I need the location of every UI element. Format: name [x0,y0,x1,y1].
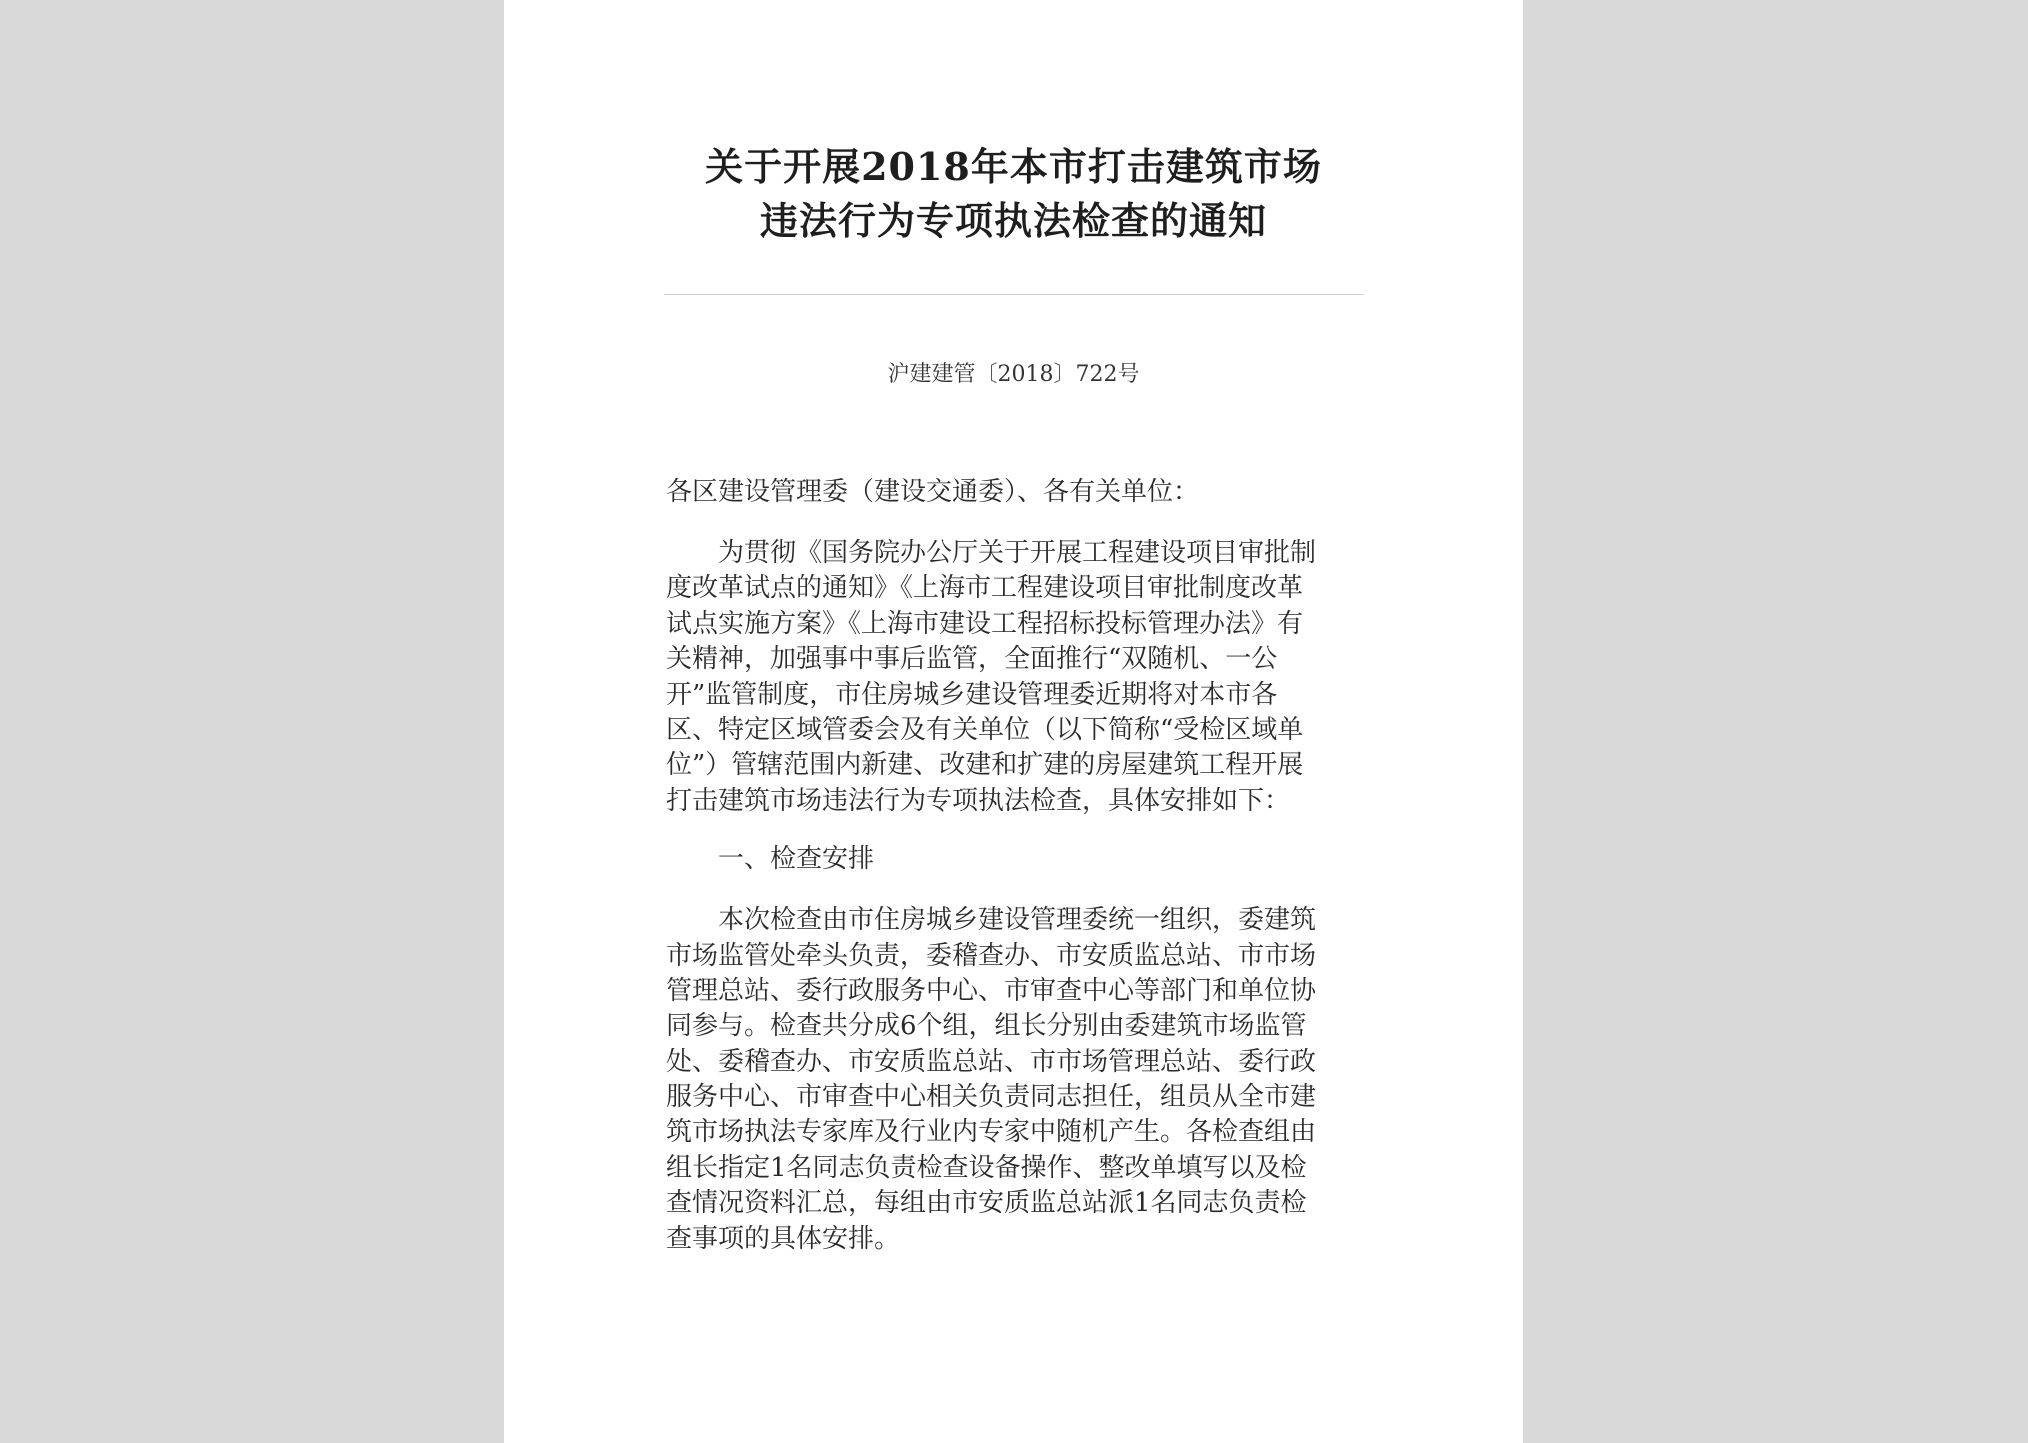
paragraph-line: 为贯彻《国务院办公厅关于开展工程建设项目审批制 [718,538,1317,568]
paragraph-line: 本次检查由市住房城乡建设管理委统一组织，委建筑 [718,905,1317,936]
title-divider [664,294,1364,295]
paragraph-line: 开”监管制度，市住房城乡建设管理委近期将对本市各 [666,679,1278,710]
paragraph-line: 服务中心、市审查中心相关负责同志担任，组员从全市建 [666,1082,1317,1113]
paragraph-line: 查情况资料汇总，每组由市安质监总站派1名同志负责检 [666,1188,1307,1219]
paragraph-line: 市场监管处牵头负责，委稽查办、市安质监总站、市市场 [666,940,1317,971]
paragraph-line: 关精神，加强事中事后监管，全面推行“双随机、一公 [666,644,1278,675]
paragraph-2 [666,903,1366,1257]
paragraph-line: 区、特定区域管委会及有关单位（以下简称“受检区域单 [666,714,1304,745]
paragraph-1 [666,536,1366,819]
paragraph-line: 打击建筑市场违法行为专项执法检查，具体安排如下： [666,785,1291,816]
document-body [666,472,1366,1257]
title-line: 关于开展2018年本市打击建筑市场 [705,144,1322,189]
paragraph-line: 管理总站、委行政服务中心、市审查中心等部门和单位协 [666,975,1317,1006]
paragraph-line: 同参与。检查共分成6个组，组长分别由委建筑市场监管 [666,1011,1307,1042]
paragraph-line: 度改革试点的通知》《上海市工程建设项目审批制度改革 [666,573,1304,604]
paragraph-line: 筑市场执法专家库及行业内专家中随机产生。各检查组由 [666,1117,1317,1148]
document-number: 沪建建管〔2018〕722号 [887,362,1140,387]
paragraph-line: 查事项的具体安排。 [666,1223,901,1254]
title-line: 违法行为专项执法检查的通知 [759,198,1267,243]
paragraph-line: 组长指定1名同志负责检查设备操作、整改单填写以及检 [666,1152,1307,1183]
document-title [504,140,1523,248]
document-page [504,0,1523,1443]
paragraph-line: 处、委稽查办、市安质监总站、市市场管理总站、委行政 [666,1046,1317,1077]
addressee: 各区建设管理委（建设交通委）、各有关单位： [666,477,1200,507]
paragraph-line: 试点实施方案》《上海市建设工程招标投标管理办法》有 [666,608,1304,639]
section-heading: 一、检查安排 [718,844,875,875]
paragraph-line: 位”）管辖范围内新建、改建和扩建的房屋建筑工程开展 [666,750,1304,781]
